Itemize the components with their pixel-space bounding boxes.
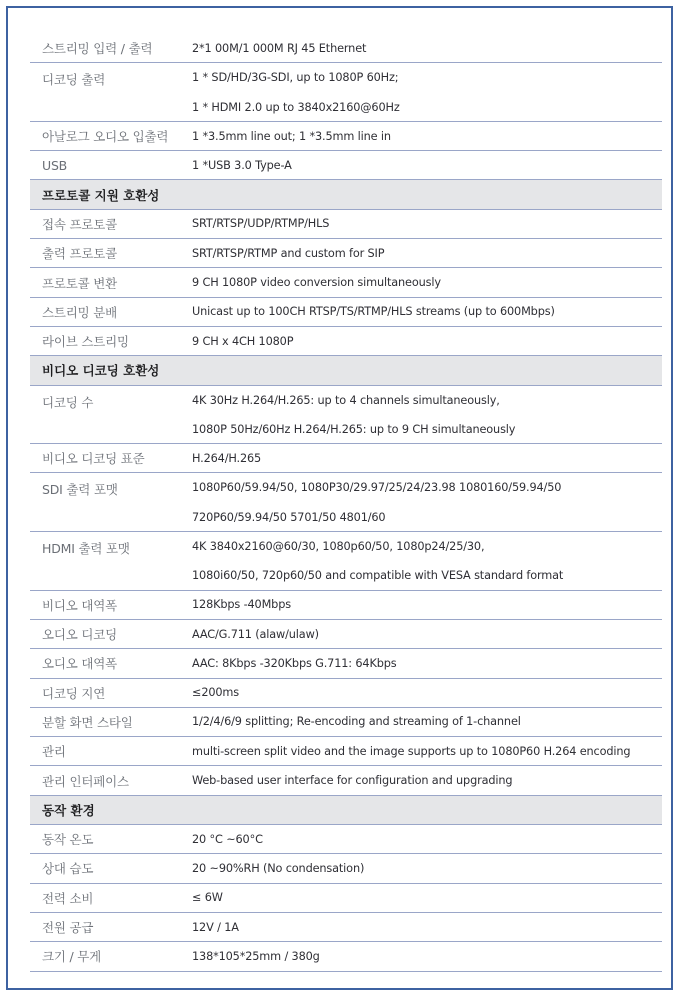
spec-label: 비디오 대역폭 [42,597,118,613]
spec-value: 20 °C ~60°C [192,832,263,846]
spec-row [30,210,662,239]
spec-label: 출력 프로토콜 [42,246,118,262]
spec-row [30,679,662,708]
spec-row [30,473,662,532]
spec-values [192,444,662,473]
spec-row [30,298,662,327]
spec-value: AAC: 8Kbps -320Kbps G.711: 64Kbps [192,656,397,670]
section-title: 비디오 디코딩 호환성 [42,363,160,379]
spec-values [192,297,662,326]
spec-row [30,591,662,620]
spec-values [192,63,662,121]
spec-row [30,444,662,473]
spec-value: 1 *USB 3.0 Type-A [192,158,292,172]
spec-label: 동작 온도 [42,832,94,848]
spec-value: 1/2/4/6/9 splitting; Re-encoding and streaming of 1-channel [192,715,521,729]
spec-value: 1080P 50Hz/60Hz H.264/H.265: up to 9 CH simultaneously [192,422,516,436]
spec-value: 1 * HDMI 2.0 up to 3840x2160@60Hz [192,100,400,114]
spec-value: 20 ~90%RH (No condensation) [192,861,365,875]
spec-label: 디코딩 출력 [42,72,106,88]
spec-values [192,209,662,238]
section-title: 프로토콜 지원 호환성 [42,187,160,203]
spec-row [30,122,662,151]
spec-values [192,707,662,736]
spec-label: 전원 공급 [42,920,94,936]
spec-values [192,825,662,854]
spec-row [30,854,662,883]
spec-values [192,620,662,649]
spec-row [30,884,662,913]
spec-label: 디코딩 지연 [42,685,106,701]
spec-label: HDMI 출력 포맷 [42,541,130,557]
spec-values [192,151,662,180]
spec-label: 비디오 디코딩 표준 [42,451,145,467]
spec-row [30,737,662,766]
spec-row [30,268,662,297]
spec-value: 9 CH 1080P video conversion simultaneously [192,276,441,290]
spec-row [30,649,662,678]
spec-label: 스트리밍 입력 / 출력 [42,41,153,57]
spec-row [30,63,662,122]
spec-value: multi-screen split video and the image supports up to 1080P60 H.264 encoding [192,744,631,758]
spec-values [192,883,662,912]
spec-row [30,942,662,971]
section-header [30,180,662,209]
section-header [30,356,662,385]
spec-row [30,825,662,854]
spec-value: Web-based user interface for configuration and upgrading [192,774,513,788]
spec-row [30,151,662,180]
spec-values [192,327,662,356]
spec-row [30,386,662,445]
spec-label: 접속 프로토콜 [42,216,118,232]
spec-label: 관리 인터페이스 [42,773,129,789]
section-title: 동작 환경 [42,802,95,818]
spec-values [192,532,662,590]
spec-values [192,386,662,444]
spec-values [192,678,662,707]
spec-label: 스트리밍 분배 [42,304,118,320]
spec-values [192,737,662,766]
spec-value: 4K 3840x2160@60/30, 1080p60/50, 1080p24/25/30, [192,540,485,554]
spec-value: 4K 30Hz H.264/H.265: up to 4 channels simultaneously, [192,393,500,407]
spec-label: 프로토콜 변환 [42,275,118,291]
spec-row [30,708,662,737]
spec-value: ≤ 6W [192,891,223,905]
spec-values [192,268,662,297]
spec-values [192,122,662,151]
spec-values [192,854,662,883]
spec-value: ≤200ms [192,686,240,700]
spec-label: 상대 습도 [42,861,94,877]
spec-values [192,942,662,971]
spec-value: 138*105*25mm / 380g [192,949,320,963]
spec-label: 크기 / 무게 [42,949,102,965]
spec-value: 12V / 1A [192,920,239,934]
spec-values [192,649,662,678]
spec-row [30,532,662,591]
spec-values [192,590,662,619]
spec-label: 관리 [42,744,66,760]
spec-value: 9 CH x 4CH 1080P [192,334,294,348]
spec-value: 720P60/59.94/50 5701/50 4801/60 [192,510,386,524]
section-header [30,796,662,825]
spec-label: USB [42,157,68,173]
spec-row [30,913,662,942]
spec-label: 전력 소비 [42,890,94,906]
spec-values [192,473,662,531]
spec-value: SRT/RTSP/RTMP and custom for SIP [192,246,385,260]
spec-value: 1 * SD/HD/3G-SDI, up to 1080P 60Hz; [192,71,399,85]
spec-values [192,34,662,63]
spec-label: 아날로그 오디오 입출력 [42,129,169,145]
spec-table [30,34,662,972]
spec-value: Unicast up to 100CH RTSP/TS/RTMP/HLS streams (up to 600Mbps) [192,305,555,319]
spec-label: 라이브 스트리밍 [42,334,129,350]
spec-values [192,239,662,268]
spec-row [30,239,662,268]
spec-row [30,34,662,63]
spec-value: 1080P60/59.94/50, 1080P30/29.97/25/24/23.98 1080160/59.94/50 [192,481,562,495]
spec-label: SDI 출력 포맷 [42,482,118,498]
spec-value: AAC/G.711 (alaw/ulaw) [192,627,319,641]
spec-value: 2*1 00M/1 000M RJ 45 Ethernet [192,41,367,55]
spec-values [192,766,662,795]
spec-value: H.264/H.265 [192,451,262,465]
spec-row [30,766,662,795]
spec-label: 오디오 대역폭 [42,656,118,672]
spec-label: 분할 화면 스타일 [42,714,133,730]
spec-value: 1 *3.5mm line out; 1 *3.5mm line in [192,129,391,143]
spec-sheet-frame [6,6,673,990]
spec-label: 디코딩 수 [42,394,94,410]
spec-value: 128Kbps -40Mbps [192,598,291,612]
spec-values [192,913,662,942]
spec-label: 오디오 디코딩 [42,627,118,643]
spec-value: SRT/RTSP/UDP/RTMP/HLS [192,217,330,231]
spec-row [30,327,662,356]
spec-row [30,620,662,649]
spec-value: 1080i60/50, 720p60/50 and compatible with VESA standard format [192,569,564,583]
